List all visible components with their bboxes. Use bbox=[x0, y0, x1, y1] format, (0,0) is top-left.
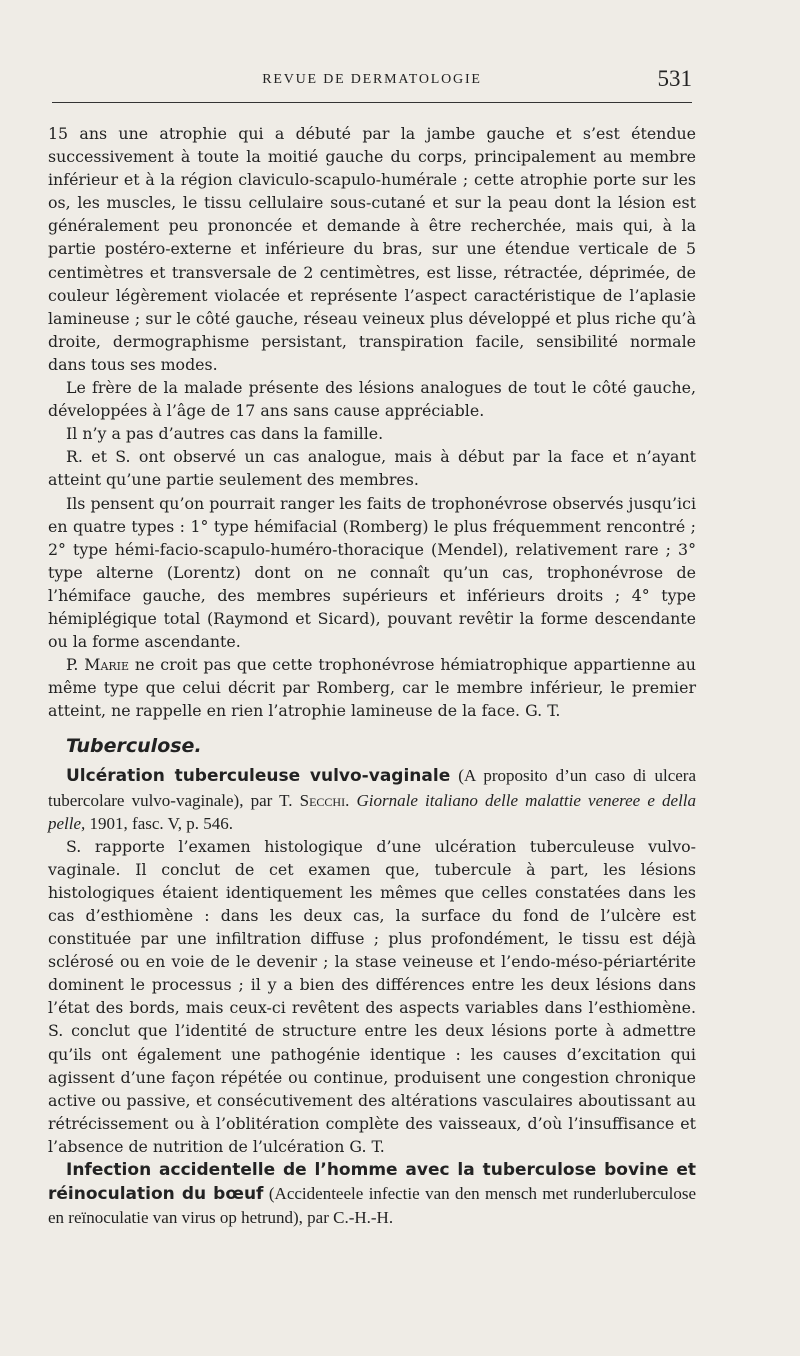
case-paragraph-4: R. et S. ont observé un cas analogue, mais à début par la face et n’ayant atteint qu’une partie seulement des membres. bbox=[48, 447, 696, 490]
article-2-title: Infection accidentelle de l’homme avec la tuberculose bovine et réinoculation du bœuf bbox=[48, 1160, 696, 1205]
case-paragraph-6 bbox=[48, 653, 696, 722]
case-paragraph-3: Il n’y a pas d’autres cas dans la famille. bbox=[66, 424, 384, 444]
page-header bbox=[52, 64, 692, 94]
initial: P. bbox=[66, 655, 79, 675]
author-name: Marie bbox=[84, 655, 130, 675]
article-1-citation: 1901, fasc. V, p. 546. bbox=[89, 813, 233, 833]
article-1-body: S. rapporte l’examen histologique d’une ulcération tuberculeuse vulvo-vaginale. Il conclut de cet examen que, tubercule à part, les lésions histologiques étaient identiquement les mêmes que celles constatées dans les cas d’esthiomène : dans les deux cas, la surface du fond de l’ulcère est constituée par une infiltration diffuse ; plus profondément, le tissu est déjà sclérosé ou en voie de le devenir ; la stase veineuse et l’endo-méso-périartérite dominent le processus ; il y a bien des différences entre les deux lésions dans l’état des bords, mais ceux-ci revêtent des aspects variables dans l’esthiomène. S. conclut que l’identité de structure entre les deux lésions porte à admettre qu’ils ont également une pathogénie identique : les causes d’excitation qui agissent d’une façon répétée ou continue, produisent une congestion chronique active ou passive, et consécutivement des altérations vasculaires aboutissant au rétrécissement ou à l’oblitération complète des vaisseaux, d’où l’insuffisance et l’absence de nutrition de l’ulcération G. T. bbox=[48, 836, 696, 1156]
article-2-reference: (Accidenteele infectie van den mensch met runderluberculose en reïnoculatie van virus op hetrund), par C.-H.-H. bbox=[48, 1184, 696, 1228]
paragraph-text: ne croit pas que cette trophonévrose hémiatrophique appartienne au même type que celui décrit par Romberg, car le membre inférieur, le premier atteint, ne rappelle en rien l’atrophie lamineuse de la face. G. T. bbox=[48, 655, 696, 721]
article-1-title: Ulcération tuberculeuse vulvo-vaginale bbox=[66, 766, 451, 787]
section-title: Tuberculose. bbox=[66, 735, 202, 758]
page-number: 531 bbox=[657, 66, 692, 91]
case-paragraph-5: Ils pensent qu’on pourrait ranger les faits de trophonévrose observés jusqu’ici en quatre types : 1° type hémifacial (Romberg) le plus fréquemment rencontré ; 2° type hémi-facio-scapulo-huméro-thoracique (Mendel), relativement rare ; 3° type alterne (Lorentz) dont on ne connaît qu’un cas, trophonévrose de l’hémiface gauche, des membres supérieurs et inférieurs droits ; 4° type hémiplégique total (Raymond et Sicard), pouvant revêtir la forme descendante ou la forme ascendante. bbox=[48, 493, 696, 652]
page-body bbox=[48, 122, 696, 1229]
article-2-heading bbox=[48, 1158, 696, 1229]
running-title: REVUE DE DERMATOLOGIE bbox=[262, 72, 482, 87]
case-paragraph-2: Le frère de la malade présente des lésions analogues de tout le côté gauche, développées à l’âge de 17 ans sans cause appréciable. bbox=[48, 378, 696, 421]
article-1-reference: (A proposito d’un caso di ulcera tubercolare vulvo-vaginale), par T. bbox=[48, 766, 696, 810]
article-1-author: Secchi. bbox=[299, 790, 350, 810]
article-1-heading bbox=[48, 764, 696, 834]
case-paragraph-1: 15 ans une atrophie qui a débuté par la jambe gauche et s’est étendue successivement à toute la moitié gauche du corps, principalement au membre inférieur et à la région claviculo-scapulo-humérale ; cette atrophie porte sur les os, les muscles, le tissu cellulaire sous-cutané et sur la peau dont la lésion est généralement peu prononcée et demande à être recherchée, mais qui, à la partie postéro-externe et inférieure du bras, sur une étendue verticale de 5 centimètres et transversale de 2 centimètres, est lisse, rétractée, déprimée, de couleur légèrement violacée et représente l’aspect caractéristique de l’aplasie lamineuse ; sur le côté gauche, réseau veineux plus développé et plus riche qu’à droite, dermographisme persistant, transpiration facile, sensibilité normale dans tous ses modes. bbox=[48, 124, 696, 374]
article-1-journal: Giornale italiano delle malattie veneree e della pelle, bbox=[48, 790, 697, 833]
header-rule bbox=[52, 102, 692, 103]
